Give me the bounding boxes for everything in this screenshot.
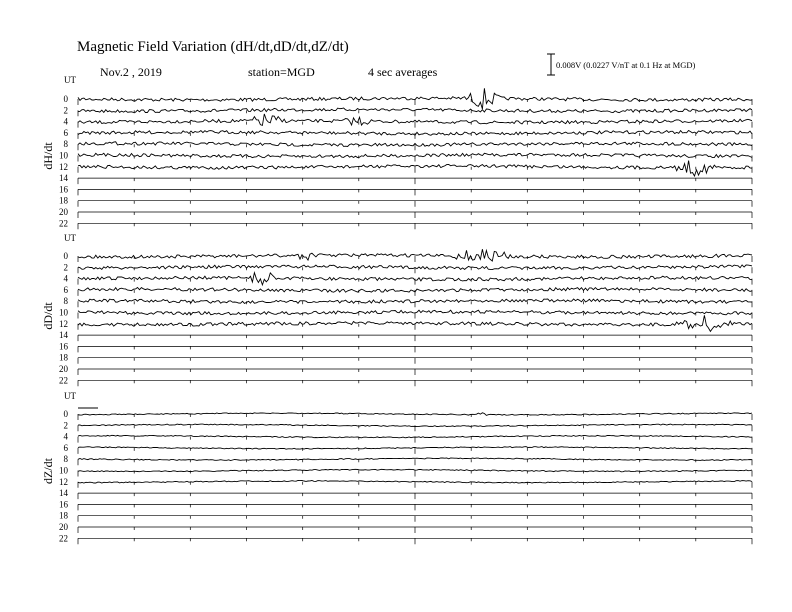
row-label-dhdt-10: 10 — [59, 150, 68, 161]
row-label-dzdt-18: 18 — [59, 510, 68, 521]
row-label-dzdt-2: 2 — [63, 420, 68, 431]
tick-marks-dddt-20 — [78, 369, 752, 375]
row-label-dddt-20: 20 — [59, 364, 68, 374]
row-label-dddt-2: 2 — [63, 262, 68, 273]
row-label-dzdt-6: 6 — [63, 442, 68, 453]
row-label-dddt-8: 8 — [63, 296, 68, 307]
trace-dzdt-4 — [78, 435, 752, 438]
row-label-dzdt-16: 16 — [59, 499, 68, 510]
row-label-dddt-0: 0 — [63, 251, 68, 261]
row-label-dzdt-4: 4 — [63, 431, 68, 442]
row-label-dddt-22: 22 — [59, 375, 68, 386]
row-label-dddt-14: 14 — [59, 330, 68, 341]
tick-marks-dhdt-16 — [78, 189, 752, 195]
tick-marks-dddt-22 — [78, 380, 752, 386]
row-label-dzdt-22: 22 — [59, 533, 68, 544]
tick-marks-dhdt-22 — [78, 223, 752, 229]
row-label-dhdt-6: 6 — [63, 127, 68, 138]
tick-marks-dzdt-18 — [78, 516, 752, 522]
row-label-dhdt-20: 20 — [59, 207, 68, 217]
ut-label-dd: UT — [64, 233, 76, 243]
row-label-dddt-4: 4 — [63, 273, 68, 284]
ylabel-dz: dZ/dt — [41, 458, 55, 484]
tick-marks-dddt-0 — [78, 256, 752, 262]
trace-dhdt-0 — [78, 88, 752, 109]
ylabel-dd: dD/dt — [41, 302, 55, 330]
ylabel-dh: dH/dt — [41, 142, 55, 170]
tick-marks-dddt-6 — [78, 290, 752, 296]
row-label-dhdt-16: 16 — [59, 184, 68, 195]
row-label-dddt-10: 10 — [59, 307, 68, 318]
tick-marks-dhdt-18 — [78, 201, 752, 207]
trace-dddt-6 — [78, 288, 752, 293]
row-label-dzdt-12: 12 — [59, 476, 68, 487]
row-label-dzdt-20: 20 — [59, 522, 68, 532]
tick-marks-dddt-12 — [78, 324, 752, 330]
tick-marks-dddt-4 — [78, 279, 752, 285]
tick-marks-dhdt-20 — [78, 212, 752, 218]
row-label-dhdt-22: 22 — [59, 218, 68, 229]
row-label-dddt-6: 6 — [63, 284, 68, 295]
row-label-dzdt-14: 14 — [59, 488, 68, 499]
tick-marks-dddt-10 — [78, 313, 752, 319]
tick-marks-dzdt-22 — [78, 538, 752, 544]
tick-marks-dhdt-8 — [78, 144, 752, 150]
tick-marks-dzdt-14 — [78, 493, 752, 499]
ut-label-dh: UT — [64, 75, 76, 85]
row-label-dzdt-8: 8 — [63, 454, 68, 465]
scale-label: 0.008V (0.0227 V/nT at 0.1 Hz at MGD) — [556, 60, 696, 70]
station-label: station=MGD — [248, 65, 315, 79]
ut-label-dz: UT — [64, 391, 76, 401]
row-label-dddt-12: 12 — [59, 318, 68, 329]
row-label-dhdt-2: 2 — [63, 105, 68, 116]
chart-title: Magnetic Field Variation (dH/dt,dD/dt,dZ/dt) — [77, 39, 349, 55]
tick-marks-dhdt-14 — [78, 178, 752, 184]
tick-marks-dzdt-16 — [78, 504, 752, 510]
tick-marks-dzdt-20 — [78, 527, 752, 533]
row-label-dhdt-12: 12 — [59, 161, 68, 172]
tick-marks-dhdt-6 — [78, 133, 752, 139]
row-label-dhdt-8: 8 — [63, 139, 68, 150]
row-label-dzdt-0: 0 — [63, 409, 68, 419]
tick-marks-dzdt-4 — [78, 437, 752, 443]
tick-marks-dzdt-12 — [78, 482, 752, 488]
row-label-dddt-18: 18 — [59, 352, 68, 363]
row-label-dddt-16: 16 — [59, 341, 68, 352]
tick-marks-dddt-18 — [78, 358, 752, 364]
averages-label: 4 sec averages — [368, 65, 438, 79]
tick-marks-dddt-14 — [78, 335, 752, 341]
date-label: Nov.2 , 2019 — [100, 65, 162, 79]
row-label-dhdt-4: 4 — [63, 116, 68, 127]
row-label-dhdt-14: 14 — [59, 173, 68, 184]
row-label-dhdt-18: 18 — [59, 195, 68, 206]
row-label-dzdt-10: 10 — [59, 465, 68, 476]
tick-marks-dddt-16 — [78, 346, 752, 352]
row-label-dhdt-0: 0 — [63, 94, 68, 104]
